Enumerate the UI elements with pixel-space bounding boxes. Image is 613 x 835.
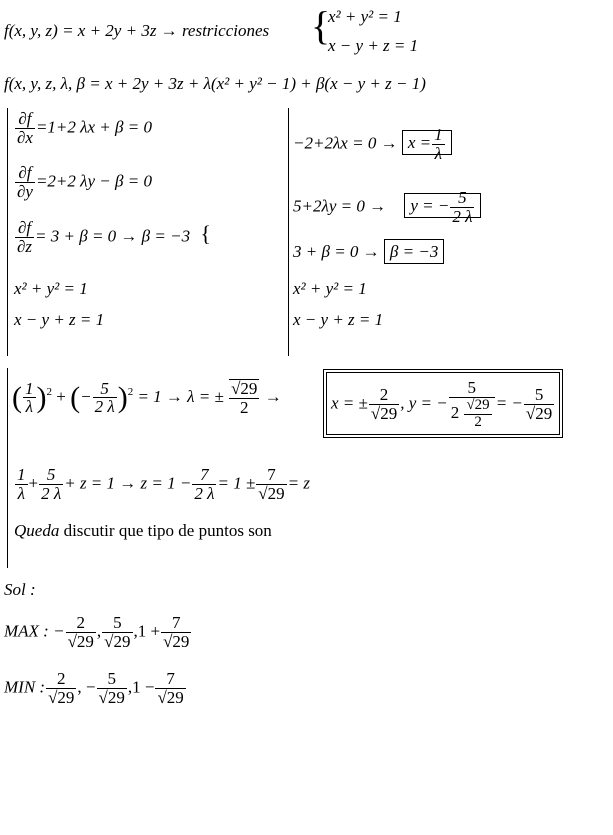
eq1-denominator: ∂x	[17, 127, 33, 147]
right-eq-5: x − y + z = 1	[293, 310, 384, 329]
right-eq-3	[293, 243, 444, 260]
b-end: = z	[287, 473, 310, 493]
max-d1: √29	[67, 631, 94, 651]
max-line: MAX : − $\frac{2}{√29}$ , $\frac{5}{√29}$ ,1 + $\frac{7}{√29}$	[4, 613, 190, 651]
objective-line	[4, 22, 269, 39]
restrictions-brace: {	[311, 3, 331, 48]
r1-num: 1	[434, 125, 443, 144]
b-five: 5	[46, 465, 56, 484]
a2-den: 2 λ	[94, 397, 115, 417]
bz-den: √29	[525, 404, 553, 424]
constraint-1: x² + y² = 1	[328, 7, 402, 26]
a-rest: = 1 → λ = ±	[137, 386, 224, 406]
by-num: 5	[467, 378, 476, 397]
queda-word: Queda	[14, 521, 60, 540]
max-n2: 5	[113, 613, 122, 632]
eq2-numerator: ∂f	[18, 163, 32, 182]
square-1: 2	[46, 385, 52, 398]
eq1-numerator: ∂f	[18, 109, 32, 128]
queda-line	[14, 522, 272, 539]
objective-function: f(x, y, z) = x + 2y + 3z →	[4, 21, 178, 40]
result-box-y	[404, 188, 481, 226]
box-x-label: x = ±	[331, 393, 368, 413]
b-2lambda: 2 λ	[41, 483, 62, 503]
queda-rest: discutir que tipo de puntos son	[59, 521, 272, 540]
r3-lhs: 3 + β = 0 →	[293, 242, 380, 261]
right-system-brace	[288, 108, 289, 356]
min-d3: √29	[157, 687, 184, 707]
sol-label: Sol :	[4, 580, 36, 599]
box-eq: = −	[495, 393, 523, 413]
xy-result-box	[326, 372, 560, 435]
min-n2: 5	[107, 669, 116, 688]
b-sqrt: √29	[258, 483, 285, 503]
paren-close-2: )	[117, 380, 128, 414]
by-den-coef: 2	[450, 403, 460, 422]
b-seven: 7	[200, 465, 209, 484]
a1-num: 1	[25, 378, 34, 398]
eq3-rest: = 3 + β = 0 → β = −3	[35, 226, 191, 246]
right-eq-1	[293, 126, 452, 163]
lambda-num: √29	[231, 379, 258, 398]
r2-box-prefix: y = −	[410, 196, 450, 216]
z-equation	[14, 466, 310, 503]
min-mid2: ,1 −	[127, 677, 155, 697]
eq2-rest: =2+2 λy − β = 0	[35, 171, 152, 191]
min-n1: 2	[57, 669, 66, 688]
b-rest: + z = 1 → z = 1 −	[64, 473, 192, 493]
r1-box-prefix: x =	[407, 133, 432, 153]
a1-den: λ	[23, 397, 36, 416]
b-one: 1	[17, 465, 26, 484]
result-box-beta: β = −3	[384, 239, 444, 264]
eq1-rest: =1+2 λx + β = 0	[35, 117, 152, 137]
b-2lambda-2: 2 λ	[194, 483, 215, 503]
paren-open-2: (	[70, 380, 81, 414]
by-den	[449, 397, 495, 431]
min-mid1: , −	[77, 677, 96, 697]
paren-close-1: )	[36, 380, 47, 414]
r2-den: 2 λ	[452, 206, 473, 226]
b-rest2: = 1 ±	[217, 473, 256, 493]
min-line	[4, 670, 187, 707]
result-box-x	[402, 125, 452, 163]
restrictions-word: restricciones	[181, 21, 270, 40]
left-eq-2	[14, 164, 152, 201]
constraint-2: x − y + z = 1	[328, 36, 419, 55]
r2-lhs: 5+2λy = 0 →	[293, 196, 387, 216]
left-eq-5: x − y + z = 1	[14, 310, 105, 329]
square-2: 2	[127, 385, 134, 398]
step3-brace	[7, 368, 8, 568]
b-lambda: λ	[15, 484, 28, 503]
min-d1: √29	[48, 687, 75, 707]
bx-den: √29	[370, 404, 398, 424]
left-eq-3	[14, 219, 211, 256]
box-y-label: , y = −	[400, 393, 448, 413]
lambda-den: 2	[229, 398, 259, 417]
right-eq-2	[293, 189, 481, 226]
r1-lhs: −2+2λx = 0 →	[293, 133, 398, 153]
max-label: MAX : −	[4, 621, 65, 641]
eq3-denominator: ∂z	[17, 236, 33, 256]
lagrangian-line: f(x, y, z, λ, β = x + 2y + 3z + λ(x² + y² − 1) + β(x − y + z − 1)	[4, 74, 426, 93]
b-seven2: 7	[267, 465, 276, 484]
min-n3: 7	[166, 669, 175, 688]
lambda-equation: ( $\frac{1}{\lambda}$ )$^2$ + (− $\frac{5}{2 \lambda}$ )$^2$ = 1 → λ = ± $\frac{√29}{2}$ →	[12, 378, 282, 417]
a2-num: 5	[100, 378, 109, 398]
r1-den: λ	[432, 144, 445, 163]
max-mid: ,1 +	[133, 621, 161, 641]
min-d2: √29	[98, 687, 125, 707]
max-n3: 7	[172, 613, 181, 632]
eq2-denominator: ∂y	[17, 181, 33, 201]
right-eq-4: x² + y² = 1	[293, 279, 367, 298]
eq3-numerator: ∂f	[17, 218, 32, 237]
implies-arrow: →	[264, 386, 282, 406]
b-plus: +	[28, 473, 39, 493]
max-d2: √29	[104, 631, 131, 651]
a2-minus: −	[80, 386, 92, 406]
by-den-two: 2	[464, 414, 491, 431]
stray-brace: {	[200, 221, 211, 247]
bx-num: 2	[379, 385, 389, 405]
min-label: MIN :	[4, 677, 46, 697]
left-eq-4: x² + y² = 1	[14, 279, 88, 298]
paren-open-1: (	[12, 380, 22, 414]
by-den-sqrt: √29	[466, 396, 490, 413]
max-n1: 2	[76, 613, 85, 632]
max-d3: √29	[163, 631, 190, 651]
left-eq-1	[14, 110, 152, 147]
bz-num: 5	[534, 385, 544, 405]
r2-num: 5	[458, 188, 467, 207]
left-system-brace	[7, 108, 8, 356]
